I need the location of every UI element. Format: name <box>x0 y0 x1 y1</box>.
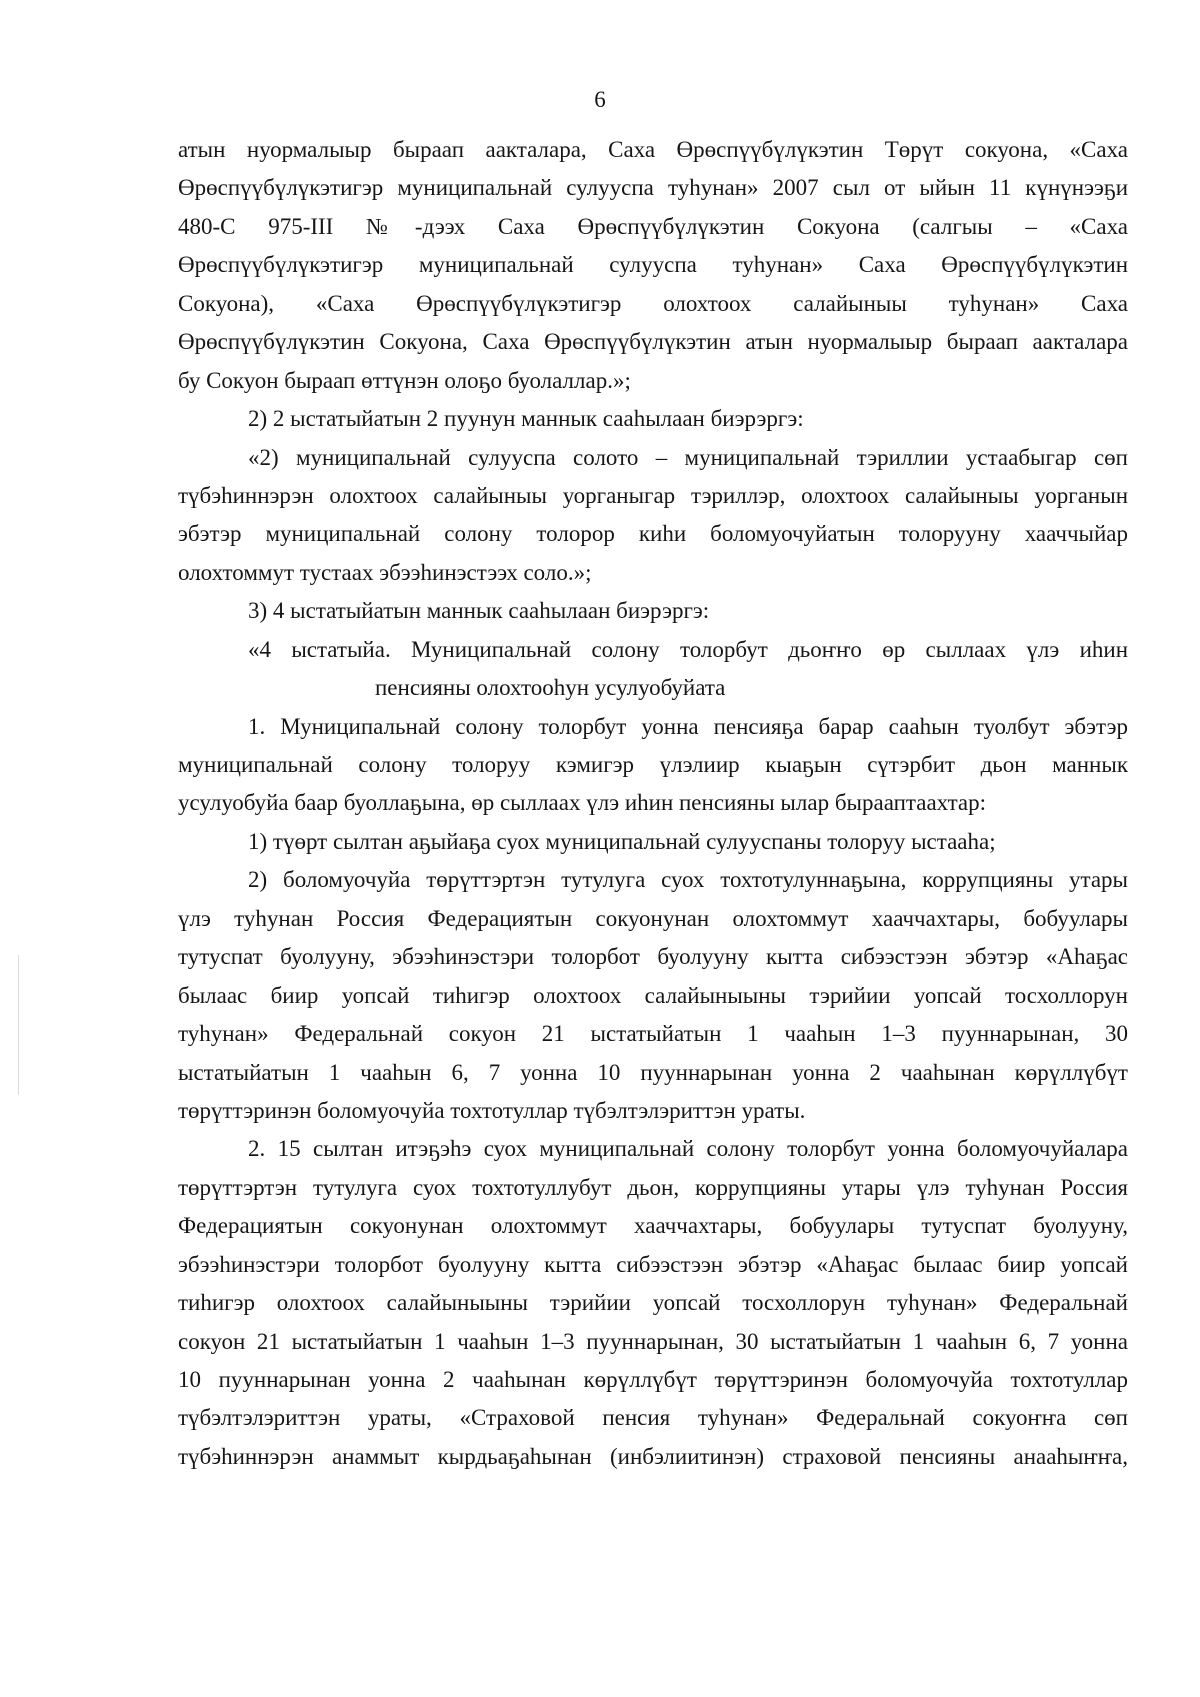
text-line: төрүттэртэн тутулуга суох тохтотуллубут дьон, коррупцияны утары үлэ туһунан Россия <box>178 1174 1128 1200</box>
text-line: Өрөспүүбүлүкэтигэр муниципальнай сулууспа туһунан» Саха Өрөспүүбүлүкэтин <box>178 252 1128 278</box>
paragraph <box>178 400 1128 438</box>
text-line: ыстатыйатын 1 чааһын 6, 7 уонна 10 пууннарынан уонна 2 чааһынан көрүллүбүт <box>178 1059 1128 1085</box>
text-line: Өрөспүүбүлүкэтин Сокуона, Саха Өрөспүүбүлүкэтин атын нуормалыыр быраап аакталара <box>178 329 1128 355</box>
paragraph <box>178 1130 1128 1476</box>
text-line: түбэһиннэрэн анаммыт кырдьаҕаһынан (инбэлиитинэн) страховой пенсияны анааһыҥҥа, <box>178 1443 1128 1469</box>
text-line: 2. 15 сылтан итэҕэһэ суох муниципальнай солону толорбут уонна боломуочуйалара <box>248 1136 1128 1162</box>
paragraph <box>178 131 1128 400</box>
text-line: 2) 2 ыстатыйатын 2 пуунун маннык сааһылаан биэрэргэ: <box>248 406 804 432</box>
text-line: Өрөспүүбүлүкэтигэр муниципальнай сулууспа туһунан» 2007 сыл от ыйын 11 күнүнээҕи <box>178 175 1128 201</box>
text-line: 10 пууннарынан уонна 2 чааһынан көрүллүбүт төрүттэринэн боломуочуйа тохтотуллар <box>178 1367 1128 1392</box>
paragraph <box>178 592 1128 630</box>
page-number: 6 <box>594 87 606 112</box>
text-line: тиһигэр олохтоох салайыныыны тэрийии уопсай тосхоллорун туһунан» Федеральнай <box>178 1290 1128 1316</box>
text-line: эбээһинэстэри толорбот буолууну кытта сибээстээн эбэтэр «Аһаҕас былаас биир уопсай <box>178 1251 1128 1277</box>
text-line: 1) түөрт сылтан аҕыйаҕа суох муниципальнай сулууспаны толоруу ыстааһа; <box>248 828 996 854</box>
text-line: усулуобуйа баар буоллаҕына, өр сыллаах үлэ иһин пенсияны ылар бырааптаахтар: <box>178 790 987 816</box>
text-line: бу Сокуон быраап өттүнэн олоҕо буолаллар.»; <box>178 367 631 393</box>
text-line: олохтоммут тустаах эбээһинэстээх соло.»; <box>178 559 592 585</box>
text-line: Сокуона), «Саха Өрөспүүбүлүкэтигэр олохтоох салайыныы туһунан» Саха <box>178 290 1128 316</box>
paragraph <box>178 823 1128 861</box>
text-line: туһунан» Федеральнай сокуон 21 ыстатыйатын 1 чааһын 1–3 пууннарынан, 30 <box>178 1021 1128 1047</box>
text-line: 480-С 975-III №-дээх Саха Өрөспүүбүлүкэтин Сокуона (салгыы – «Саха <box>178 213 1128 239</box>
text-line: тутуспат буолууну, эбээһинэстэри толорбот буолууну кытта сибээстээн эбэтэр «Аһаҕас <box>178 944 1128 970</box>
scan-edge-mark <box>18 955 19 1095</box>
text-line: сокуон 21 ыстатыйатын 1 чааһын 1–3 пууннарынан, 30 ыстатыйатын 1 чааһын 6, 7 уонна <box>178 1328 1128 1354</box>
text-line: түбэлтэлэриттэн ураты, «Страховой пенсия туһунан» Федеральнай сокуоҥҥа сөп <box>178 1405 1128 1431</box>
text-line: атын нуормалыыр быраап аакталара, Саха Өрөспүүбүлүкэтин Төрүт сокуона, «Саха <box>178 137 1128 162</box>
text-line: пенсияны олохтооһун усулуобуйата <box>375 675 726 701</box>
paragraph <box>178 708 1128 823</box>
text-line: «2) муниципальнай сулууспа солото – муниципальнай тэриллии устаабыгар сөп <box>248 444 1128 470</box>
paragraph <box>178 861 1128 1130</box>
text-line: муниципальнай солону толоруу кэмигэр үлэлиир кыаҕын сүтэрбит дьон маннык <box>178 752 1128 777</box>
text-line: төрүттэринэн боломуочуйа тохтотуллар түбэлтэлэриттэн ураты. <box>178 1097 806 1123</box>
document-body <box>178 131 1128 1476</box>
paragraph <box>178 439 1128 593</box>
text-line: 1. Муниципальнай солону толорбут уонна пенсияҕа барар сааһын туолбут эбэтэр <box>248 713 1128 739</box>
text-line: 3) 4 ыстатыйатын маннык сааһылаан биэрэргэ: <box>248 598 710 624</box>
text-line: былаас биир уопсай тиһигэр олохтоох салайыныыны тэрийии уопсай тосхоллорун <box>178 982 1128 1008</box>
article-heading <box>178 631 1128 708</box>
text-line: Федерациятын сокуонунан олохтоммут хааччахтары, бобуулары тутуспат буолууну, <box>178 1213 1128 1239</box>
text-line: үлэ туһунан Россия Федерациятын сокуонунан олохтоммут хааччахтары, бобуулары <box>178 905 1128 931</box>
text-line: түбэһиннэрэн олохтоох салайыныы уорганыгар тэриллэр, олохтоох салайыныы уорганын <box>178 482 1128 508</box>
text-line: 2) боломуочуйа төрүттэртэн тутулуга суох тохтотулуннаҕына, коррупцияны утары <box>248 867 1128 893</box>
text-line: «4 ыстатыйа. Муниципальнай солону толорбут дьоҥҥо өр сыллаах үлэ иһин <box>248 636 1128 662</box>
text-line: эбэтэр муниципальнай солону толорор киһи боломуочуйатын толорууну хааччыйар <box>178 521 1128 547</box>
